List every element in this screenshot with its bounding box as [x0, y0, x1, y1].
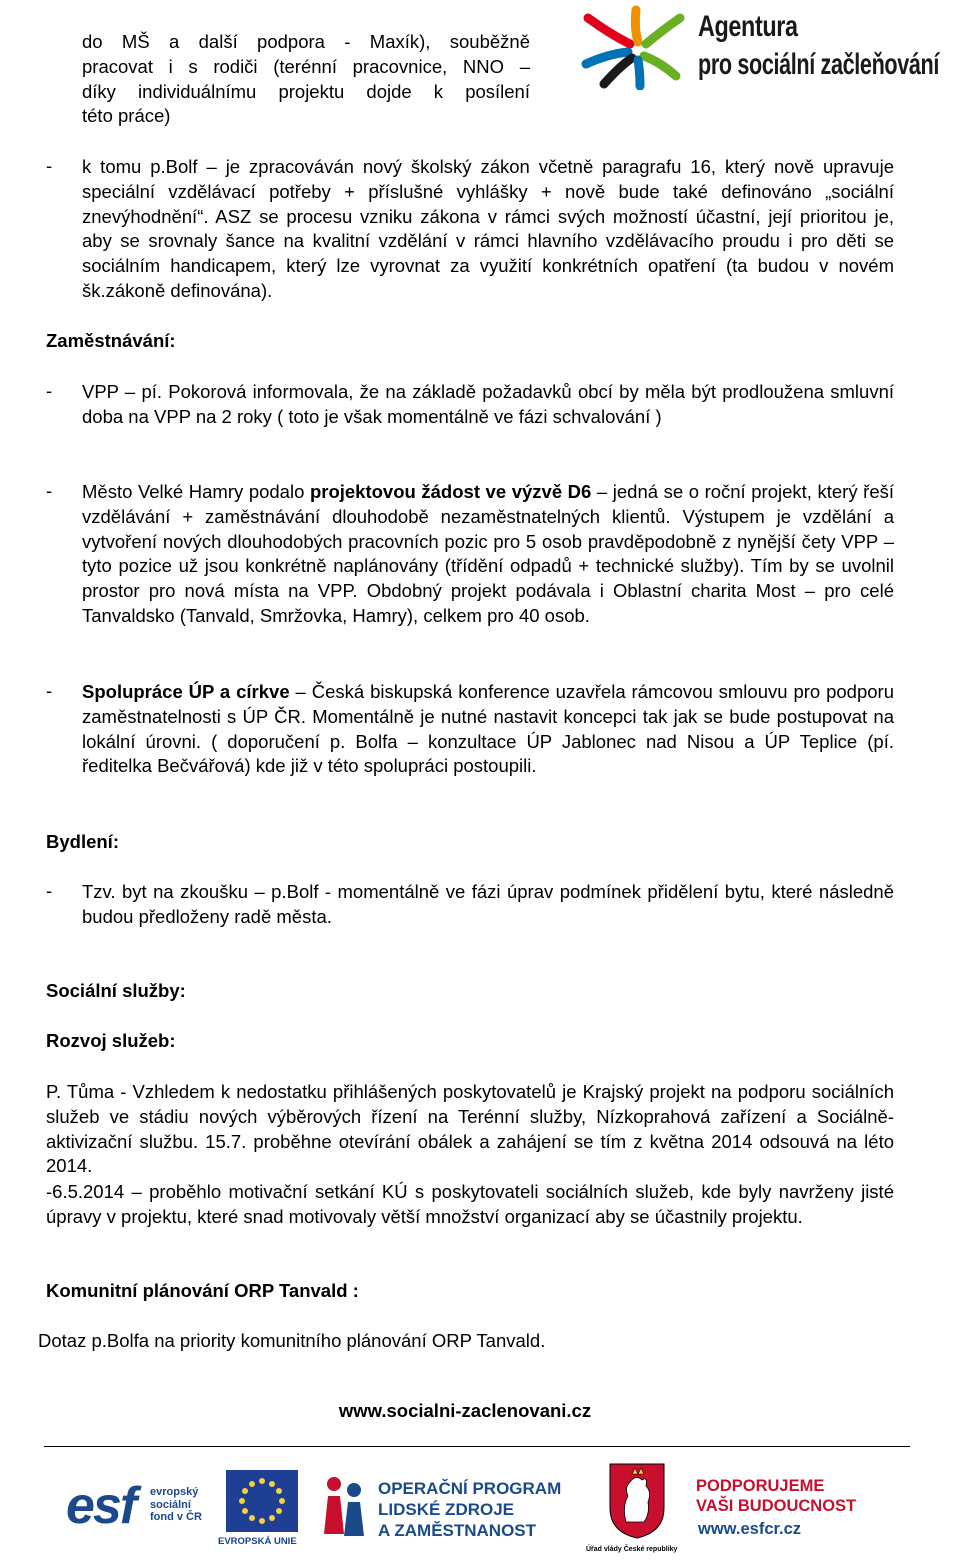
op-lzz-line: LIDSKÉ ZDROJE	[378, 1500, 515, 1519]
agency-emblem-icon	[580, 4, 692, 90]
esf-caption	[150, 1486, 202, 1524]
op-lzz-line: A ZAMĚSTNANOST	[378, 1521, 537, 1540]
czech-lion-emblem-icon	[608, 1462, 666, 1540]
tuma-paragraph: P. Tůma - Vzhledem k nedostatku přihlášených poskytovatelů je Krajský projekt na podporu sociálních služeb ve stádiu nových výběrových řízení na Terénní služby, Nízkoprahová zařízení a Sociálně-aktivizační službu. 15.7. proběhne otevírání obálek a zahájení se tím z května 2014 odsouvá na léto 2014.	[46, 1081, 894, 1177]
esf-caption-line: evropský	[150, 1486, 199, 1498]
government-caption: Úřad vlády České republiky	[586, 1546, 678, 1553]
support-text	[696, 1476, 856, 1516]
logo-line-2: pro sociální začleňování	[698, 48, 940, 81]
vpp-paragraph: VPP – pí. Pokorová informovala, že na základě požadavků obcí by měla být prodloužena smluvní doba na VPP na 2 roky ( toto je však momentálně ve fázi schvalování )	[82, 381, 894, 427]
logo-line-1: Agentura	[698, 10, 798, 43]
op-people-icon	[320, 1474, 368, 1540]
school-law-paragraph: k tomu p.Bolf – je zpracováván nový školský zákon včetně paragrafu 16, který nově upravuje speciální vzdělávací potřeby + příslušné vyhlášky + nově bude také definováno „sociální znevýhodnění“. ASZ se procesu vzniku zákona v rámci svých možností účastní, její prioritou je, aby se srovnaly šance na kvalitní vzdělání v rámci hlavního vzdělávacího proudu i pro děti se sociálním handicapem, který lze vyrovnat za využití konkrétních opatření (ta budou v novém šk.zákoně definována).	[82, 156, 894, 301]
spoluprace-text: – Česká biskupská konference uzavřela rámcovou smlouvu pro podporu zaměstnatelnosti s ÚP ČR. Momentálně je nutné nastavit koncepci tak jak se bude postupovat na lokální úrovni. ( doporučení p. Bolfa – konzultace ÚP Jablonec nad Nisou a ÚP Teplice (pí. ředitelka Bečvářová) kde již v této spolupráci postoupili.	[82, 681, 894, 777]
support-logo	[696, 1462, 866, 1554]
intro-line: díky individuálnímu projektu dojde k posílení	[82, 80, 530, 102]
list-dash: -	[46, 880, 53, 901]
footer-url[interactable]: www.socialni-zaclenovani.cz	[338, 1400, 592, 1421]
esf-caption-line: sociální	[150, 1498, 191, 1511]
intro-line: do MŠ a další podpora - Maxík), souběžně	[82, 31, 530, 52]
housing-heading: Bydlení:	[46, 831, 119, 852]
community-planning-text: Dotaz p.Bolfa na priority komunitního plánování ORP Tanvald.	[38, 1330, 546, 1351]
esf-letters: esf	[66, 1477, 136, 1535]
intro-paragraph	[82, 30, 530, 129]
op-lzz-text	[378, 1478, 561, 1541]
esf-logo	[66, 1462, 212, 1554]
agency-logo	[580, 4, 960, 90]
esf-caption-line: fond v ČR	[150, 1511, 202, 1523]
velke-hamry-paragraph	[82, 480, 894, 629]
op-lzz-logo	[320, 1462, 562, 1554]
list-dash: -	[46, 680, 53, 701]
support-line: PODPORUJEME	[696, 1477, 825, 1495]
velke-hamry-text-pre: Město Velké Hamry podalo	[82, 481, 310, 502]
support-line: VAŠI BUDOUCNOST	[696, 1497, 857, 1515]
eu-logo	[218, 1462, 308, 1554]
op-lzz-line: OPERAČNÍ PROGRAM	[378, 1479, 562, 1498]
intro-line: této práce)	[82, 105, 171, 127]
employment-heading: Zaměstnávání:	[46, 330, 176, 351]
velke-hamry-bold: projektovou žádost ve výzvě D6	[309, 481, 592, 502]
spoluprace-bold: Spolupráce ÚP a církve	[82, 681, 290, 702]
list-dash: -	[46, 380, 53, 401]
support-url[interactable]: www.esfcr.cz	[698, 1520, 802, 1538]
footer-divider	[44, 1446, 910, 1447]
eu-flag-icon	[226, 1470, 298, 1532]
community-planning-heading: Komunitní plánování ORP Tanvald :	[46, 1280, 359, 1301]
velke-hamry-text-post: – jedná se o roční projekt, který řeší vzdělávání + zaměstnávání dlouhodobě nezaměstnatelných klientů. Výstupem je vzdělání a vytvoření nových dlouhodobých pracovních pozic pro 5 osob pravděpodobně z nynější čety VPP – tyto pozice už jsou konkrétně naplánovány (třídění odpadů + technické služby). Tím by se uvolnil prostor pro nová místa na VPP. Obdobný projekt podávala i Oblastní charita Most – pro celé Tanvaldsko (Tanvald, Smržovka, Hamry), celkem pro 40 osob.	[82, 481, 894, 626]
service-development-heading: Rozvoj služeb:	[46, 1030, 176, 1051]
list-dash: -	[46, 480, 53, 501]
intro-line: pracovat i s rodiči (terénní pracovnice, NNO –	[82, 55, 530, 77]
meeting-paragraph: -6.5.2014 – proběhlo motivační setkání KÚ s poskytovateli sociálních služeb, kde byly navrženy jisté úpravy v projektu, které snad motivovaly větší množství organizací aby se účastnily projektu.	[46, 1181, 894, 1227]
eu-caption: EVROPSKÁ UNIE	[218, 1536, 297, 1547]
list-dash: -	[46, 155, 53, 176]
spoluprace-paragraph	[82, 680, 894, 779]
housing-paragraph: Tzv. byt na zkoušku – p.Bolf - momentálně ve fázi úprav podmínek přidělení bytu, které následně budou předloženy radě města.	[82, 881, 894, 927]
government-logo	[586, 1462, 680, 1554]
social-services-heading: Sociální služby:	[46, 980, 186, 1001]
